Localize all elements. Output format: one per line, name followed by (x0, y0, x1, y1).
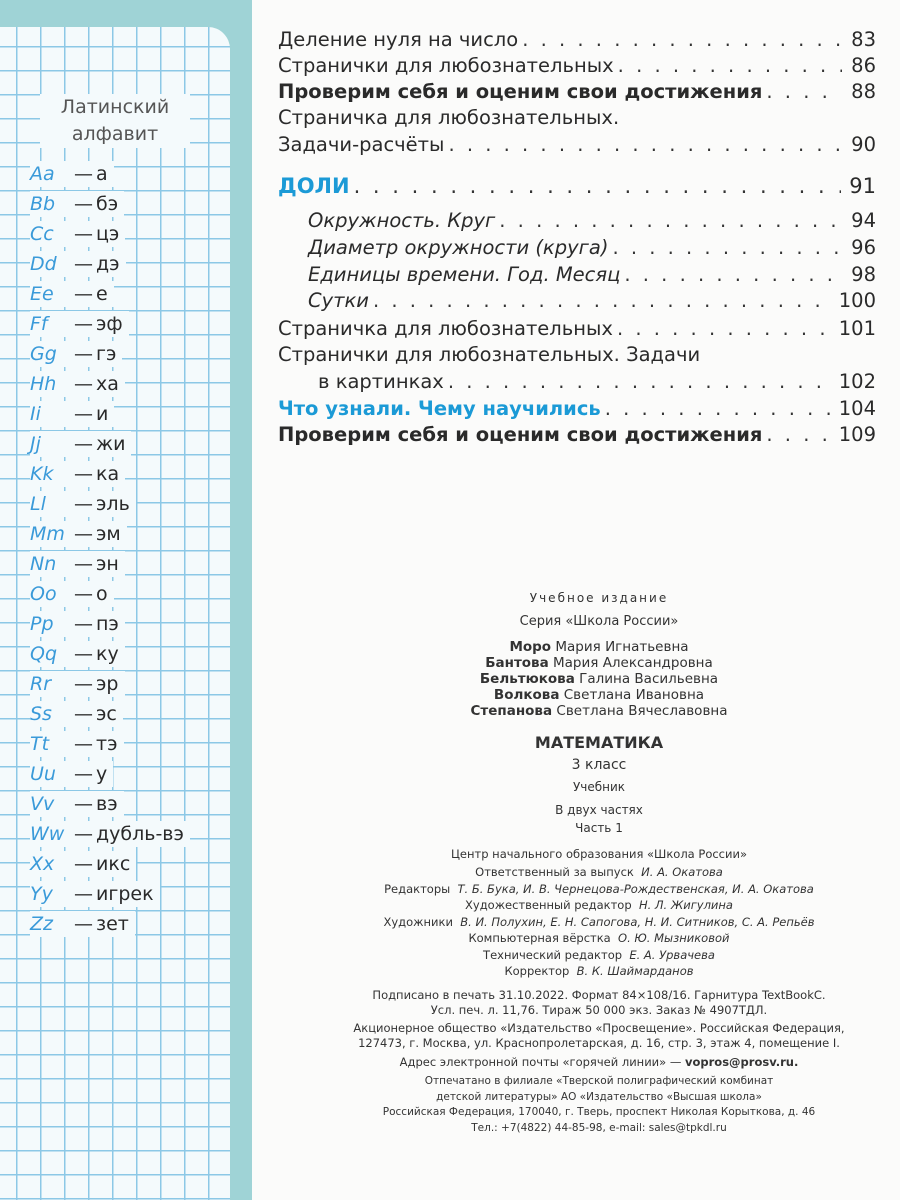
dash: — (74, 193, 93, 215)
author-name: Светлана Вячеславовна (556, 703, 728, 719)
part: Часть 1 (575, 821, 623, 835)
toc-page: 109 (838, 423, 876, 446)
latin-letter: Dd (30, 253, 57, 275)
credit-person: Т. Б. Бука, И. В. Чернецова-Рождественская, И. А. Окатова (457, 881, 814, 896)
credit-line (300, 947, 898, 963)
pronunciation: жи (96, 433, 126, 455)
alphabet-entry (30, 731, 124, 757)
alphabet-entry (30, 311, 129, 337)
pronunciation: гэ (96, 343, 117, 365)
latin-letter: Hh (30, 373, 57, 395)
pronunciation: е (96, 283, 108, 305)
toc-title: Проверим себя и оценим свои достижения (278, 423, 763, 446)
alphabet-entry (30, 641, 125, 667)
toc-page: 104 (838, 397, 876, 420)
author (300, 655, 898, 671)
dash: — (74, 283, 93, 305)
alphabet-entry (30, 281, 114, 307)
latin-letter: Cc (30, 223, 54, 245)
credit-line (300, 864, 898, 880)
printer-line: Отпечатано в филиале «Тверской полиграфический комбинат (424, 1075, 774, 1087)
latin-letter: Aa (30, 163, 55, 185)
alphabet-entry (30, 761, 113, 787)
title-line: алфавит (71, 123, 159, 145)
toc-page: 83 (851, 28, 876, 51)
hotline-email: vopros@prosv.ru. (685, 1055, 799, 1069)
toc-entry[interactable] (278, 342, 876, 368)
dash: — (74, 373, 93, 395)
alphabet-entry (30, 851, 136, 877)
alphabet-entry (30, 791, 124, 817)
latin-letter: Tt (30, 733, 50, 755)
publisher-line-2: 127473, г. Москва, ул. Краснопролетарская, д. 16, стр. 3, этаж 4, помещение I. (358, 1036, 840, 1050)
toc-title: Страничка для любознательных (278, 317, 613, 340)
print-line-2: Усл. печ. л. 11,76. Тираж 50 000 экз. Заказ № 4907ТДЛ. (430, 1003, 768, 1017)
author-name: Мария Игнатьевна (555, 639, 689, 655)
alphabet-entry (30, 401, 114, 427)
latin-letter: Zz (30, 913, 53, 935)
latin-letter: Ss (30, 703, 52, 725)
dash: — (74, 703, 93, 725)
pronunciation: а (96, 163, 108, 185)
alphabet-entry (30, 191, 124, 217)
leader-dots (612, 235, 842, 261)
credit-role: Художественный редактор (465, 898, 632, 912)
leader-dots (618, 53, 842, 79)
latin-letter: Gg (30, 343, 57, 365)
toc-page: 88 (851, 80, 876, 103)
toc-title: Диаметр окружности (круга) (308, 236, 609, 259)
pronunciation: бэ (96, 193, 119, 215)
toc-page: 101 (838, 317, 876, 340)
latin-letter: Qq (30, 643, 58, 665)
alphabet-entry (30, 221, 125, 247)
center: Центр начального образования «Школа России» (451, 847, 747, 861)
toc-title: Сутки (308, 289, 369, 312)
toc-page: 98 (851, 263, 876, 286)
pronunciation: игрек (96, 883, 154, 905)
leader-dots (624, 262, 842, 288)
toc-entry[interactable] (278, 27, 876, 53)
credit-line (300, 914, 898, 930)
pronunciation: у (96, 763, 108, 785)
author-surname: Степанова (470, 703, 553, 719)
latin-letter: Ff (30, 313, 48, 335)
dash: — (74, 163, 93, 185)
toc-page: 100 (838, 289, 876, 312)
leader-dots (354, 173, 842, 199)
credit-person: О. Ю. Мызниковой (618, 931, 730, 945)
alphabet-entry (30, 701, 123, 727)
author-surname: Бельтюкова (479, 671, 575, 687)
dash: — (74, 763, 93, 785)
leader-dots (448, 132, 842, 158)
toc-title: Странички для любознательных. Задачи (278, 343, 701, 366)
toc-page: 91 (849, 174, 876, 198)
dash: — (74, 223, 93, 245)
dash: — (74, 463, 93, 485)
pronunciation: тэ (96, 733, 118, 755)
alphabet-entry (30, 371, 125, 397)
author-name: Светлана Ивановна (563, 687, 705, 703)
toc-title: ДОЛИ (278, 174, 350, 198)
alphabet-entry (30, 911, 135, 937)
latin-letter: Vv (30, 793, 55, 815)
pronunciation: вэ (96, 793, 118, 815)
credit-person: Е. А. Урвачева (629, 947, 715, 962)
toc-title: Единицы времени. Год. Месяц (308, 263, 621, 286)
credit-person: И. А. Окатова (641, 865, 723, 879)
grade: 3 класс (571, 757, 627, 773)
dash: — (74, 583, 93, 605)
dash: — (74, 313, 93, 335)
pronunciation: и (96, 403, 109, 425)
book-type: Учебник (572, 780, 626, 794)
dash: — (74, 793, 93, 815)
alphabet-entry (30, 521, 127, 547)
author-name: Галина Васильевна (579, 671, 719, 687)
dash: — (74, 673, 93, 695)
dash: — (74, 643, 93, 665)
dash: — (74, 253, 93, 275)
author-surname: Моро (509, 639, 552, 655)
dash: — (74, 733, 93, 755)
pronunciation: ха (96, 373, 119, 395)
latin-letter: Yy (30, 883, 53, 905)
printer-line: детской литературы» АО «Издательство «Высшая школа» (436, 1090, 762, 1103)
pronunciation: эр (96, 673, 119, 695)
dash: — (74, 523, 93, 545)
leader-dots (499, 208, 842, 234)
toc-title: Страничка для любознательных. (278, 106, 620, 129)
pronunciation: ка (96, 463, 120, 485)
author-surname: Волкова (493, 687, 560, 703)
credit-person: В. И. Полухин, Е. Н. Сапогова, Н. И. Ситников, С. А. Репьёв (460, 914, 815, 929)
latin-letter: Ii (30, 403, 41, 425)
toc-page: 102 (838, 370, 876, 393)
title-line: Латинский (60, 96, 170, 118)
latin-letter: Jj (30, 433, 41, 455)
toc-entry[interactable] (278, 53, 876, 79)
latin-letter: Kk (30, 463, 54, 485)
dash: — (74, 853, 93, 875)
alphabet-entry (30, 431, 131, 457)
credit-role: Технический редактор (483, 947, 623, 962)
author-name: Мария Александровна (553, 655, 713, 671)
alphabet-title (40, 94, 190, 148)
credit-person: В. К. Шаймарданов (576, 964, 694, 978)
credit-line (300, 881, 898, 897)
dash: — (74, 913, 93, 935)
printer-line: Российская Федерация, 170040, г. Тверь, проспект Николая Корыткова, д. 46 (382, 1106, 816, 1118)
pronunciation: эф (96, 313, 123, 335)
alphabet-entry (30, 161, 114, 187)
toc-entry[interactable] (308, 288, 876, 314)
publisher-line-1: Акционерное общество «Издательство «Просвещение». Российская Федерация, (353, 1021, 845, 1035)
credit-line (300, 897, 898, 913)
credit-role: Компьютерная вёрстка (468, 931, 611, 945)
pronunciation: ку (96, 643, 119, 665)
toc-page: 86 (851, 54, 876, 77)
printer-line: Тел.: +7(4822) 44-85-98, e-mail: sales@tpkdl.ru (471, 1121, 727, 1134)
alphabet-panel (0, 0, 252, 1200)
toc-title: Задачи-расчёты (278, 133, 445, 156)
alphabet-entry (30, 581, 114, 607)
toc-title: Проверим себя и оценим свои достижения (278, 80, 763, 103)
dash: — (74, 823, 93, 845)
dash: — (74, 613, 93, 635)
leader-dots (448, 369, 831, 395)
latin-letter: Oo (30, 583, 57, 605)
alphabet-entry (30, 491, 136, 517)
toc-title: Окружность. Круг (308, 209, 496, 232)
toc-page: 96 (851, 236, 876, 259)
latin-letter: Ll (30, 493, 46, 515)
credit-role: Редакторы (384, 881, 451, 896)
dash: — (74, 553, 93, 575)
alphabet-entry (30, 821, 190, 847)
leader-dots (605, 396, 831, 422)
latin-letter: Nn (30, 553, 57, 575)
latin-letter: Bb (30, 193, 56, 215)
pronunciation: цэ (96, 223, 120, 245)
credit-role: Ответственный за выпуск (475, 865, 634, 879)
toc-entry[interactable] (308, 208, 876, 234)
pronunciation: дубль-вэ (96, 823, 184, 845)
toc-entry[interactable] (278, 422, 876, 448)
alphabet-entry (30, 671, 125, 697)
leader-dots (766, 79, 842, 105)
credit-role: Художники (383, 914, 453, 929)
toc-entry[interactable] (278, 132, 876, 158)
toc-entry[interactable] (308, 235, 876, 261)
dash: — (74, 343, 93, 365)
pronunciation: эль (96, 493, 130, 515)
toc-entry[interactable] (318, 369, 876, 395)
toc-title: Странички для любознательных (278, 54, 614, 77)
credit-line (300, 963, 898, 979)
latin-letter: Ww (30, 823, 65, 845)
latin-letter: Uu (30, 763, 56, 785)
leader-dots (522, 27, 842, 53)
alphabet-entry (30, 251, 126, 277)
pronunciation: эм (96, 523, 121, 545)
print-line-1: Подписано в печать 31.10.2022. Формат 84×108/16. Гарнитура TextBookC. (372, 988, 826, 1002)
author (300, 639, 898, 655)
pronunciation: о (96, 583, 108, 605)
pronunciation: пэ (96, 613, 119, 635)
toc-entry[interactable] (278, 105, 876, 131)
dash: — (74, 403, 93, 425)
dash: — (74, 493, 93, 515)
alphabet-entry (30, 881, 160, 907)
pronunciation: эс (96, 703, 117, 725)
toc-title: Что узнали. Чему научились (278, 397, 601, 420)
pronunciation: икс (96, 853, 131, 875)
author (300, 687, 898, 703)
credit-person: Н. Л. Жигулина (638, 898, 733, 912)
parts: В двух частях (555, 803, 643, 817)
author (300, 703, 898, 719)
toc-title: в картинках (318, 370, 444, 393)
dash: — (74, 883, 93, 905)
toc-page: 90 (851, 133, 876, 156)
dash: — (74, 433, 93, 455)
toc-title: Деление нуля на число (278, 28, 519, 51)
latin-letter: Ee (30, 283, 54, 305)
toc-entry[interactable] (308, 262, 876, 288)
latin-letter: Xx (30, 853, 55, 875)
leader-dots (373, 288, 831, 314)
series: Серия «Школа России» (519, 614, 679, 629)
latin-letter: Pp (30, 613, 54, 635)
toc-entry[interactable] (278, 173, 876, 199)
alphabet-entry (30, 341, 122, 367)
leader-dots (617, 316, 831, 342)
alphabet-entry (30, 461, 125, 487)
latin-letter: Rr (30, 673, 52, 695)
toc-entry[interactable] (278, 79, 876, 105)
toc-entry[interactable] (278, 396, 876, 422)
pronunciation: зет (96, 913, 129, 935)
toc-entry[interactable] (278, 316, 876, 342)
pronunciation: дэ (96, 253, 120, 275)
pronunciation: эн (96, 553, 119, 575)
book-title: МАТЕМАТИКА (534, 733, 664, 752)
hotline (300, 1054, 898, 1070)
latin-letter: Mm (30, 523, 65, 545)
credit-line (300, 930, 898, 946)
leader-dots (766, 422, 830, 448)
alphabet-entry (30, 551, 125, 577)
hotline-label: Адрес электронной почты «горячей линии» — (399, 1055, 682, 1069)
toc-page: 94 (851, 209, 876, 232)
credit-role: Корректор (504, 964, 570, 978)
author-surname: Бантова (485, 655, 549, 671)
alphabet-entry (30, 611, 125, 637)
edition: Учебное издание (529, 591, 669, 605)
author (300, 671, 898, 687)
